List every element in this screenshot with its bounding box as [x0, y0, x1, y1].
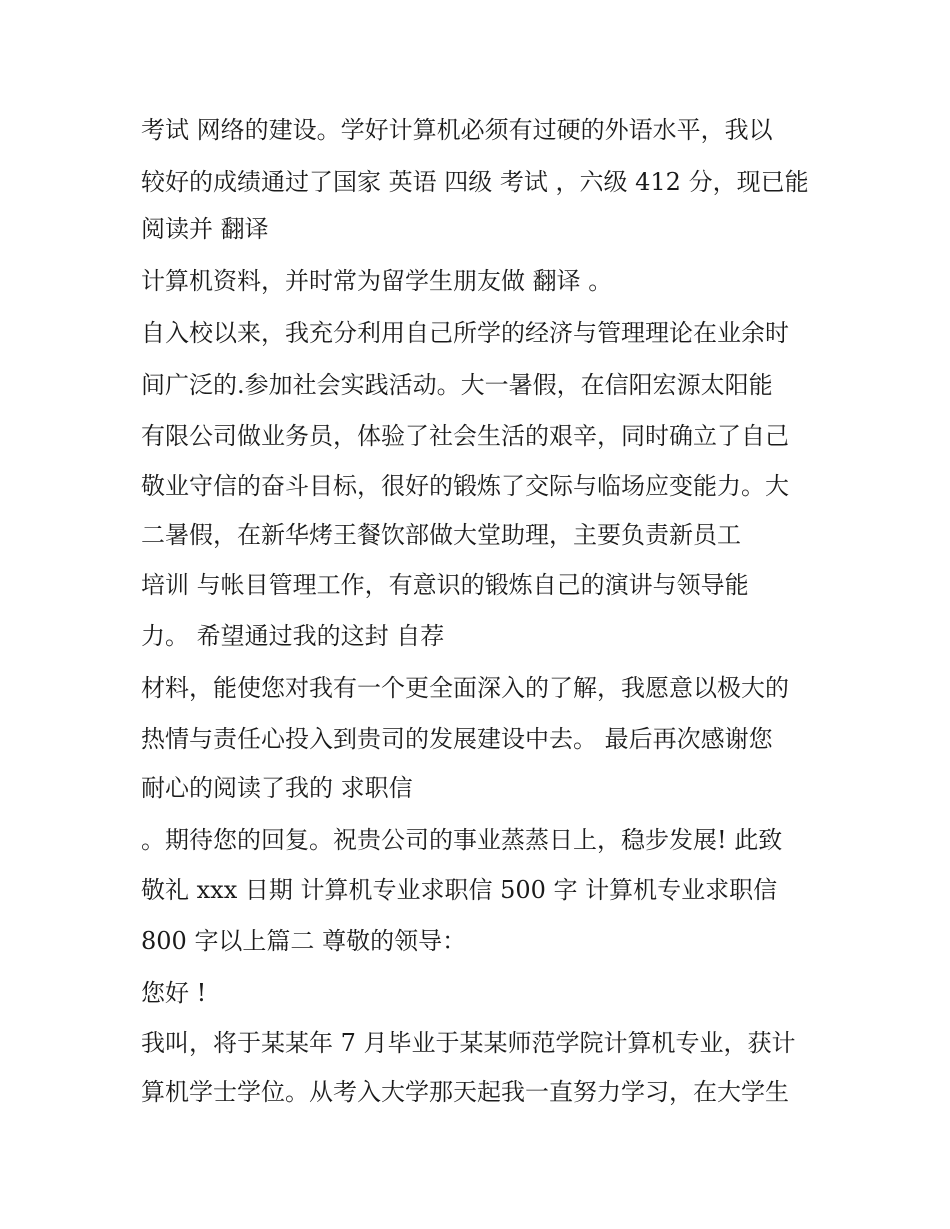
text-line: 二暑假，在新华烤王餐饮部做大堂助理，主要负责新员工 [141, 521, 741, 549]
text-line: 阅读并 翻译 [141, 215, 269, 243]
text-line: 敬礼 xxx 日期 计算机专业求职信 500 字 计算机专业求职信 [141, 876, 778, 904]
text-line: 考试 网络的建设。学好计算机必须有过硬的外语水平，我以 [141, 116, 773, 144]
text-line: 我叫，将于某某年 7 月毕业于某某师范学院计算机专业，获计 [141, 1029, 796, 1057]
text-line: 有限公司做业务员，体验了社会生活的艰辛，同时确立了自己 [141, 422, 789, 450]
text-line: 敬业守信的奋斗目标，很好的锻炼了交际与临场应变能力。大 [141, 472, 789, 500]
text-line: 。期待您的回复。祝贵公司的事业蒸蒸日上，稳步发展! 此致 [141, 826, 783, 854]
text-line: 自入校以来，我充分利用自己所学的经济与管理理论在业余时 [141, 319, 789, 347]
text-line: 您好 ! [141, 979, 207, 1007]
text-line: 间广泛的.参加社会实践活动。大一暑假，在信阳宏源太阳能 [141, 371, 773, 399]
text-line: 算机学士学位。从考入大学那天起我一直努力学习，在大学生 [141, 1078, 789, 1106]
text-line: 力。 希望通过我的这封 自荐 [141, 622, 445, 650]
text-line: 耐心的阅读了我的 求职信 [141, 774, 413, 802]
text-line: 800 字以上篇二 尊敬的领导： [141, 927, 467, 955]
text-line: 热情与责任心投入到贵司的发展建设中去。 最后再次感谢您 [141, 725, 773, 753]
text-line: 培训 与帐目管理工作，有意识的锻炼自己的演讲与领导能 [141, 571, 749, 599]
text-line: 计算机资料，并时常为留学生朋友做 翻译 。 [141, 267, 613, 295]
text-line: 材料，能使您对我有一个更全面深入的了解，我愿意以极大的 [141, 674, 789, 702]
text-line: 较好的成绩通过了国家 英语 四级 考试 ，六级 412 分，现已能 [141, 168, 809, 196]
